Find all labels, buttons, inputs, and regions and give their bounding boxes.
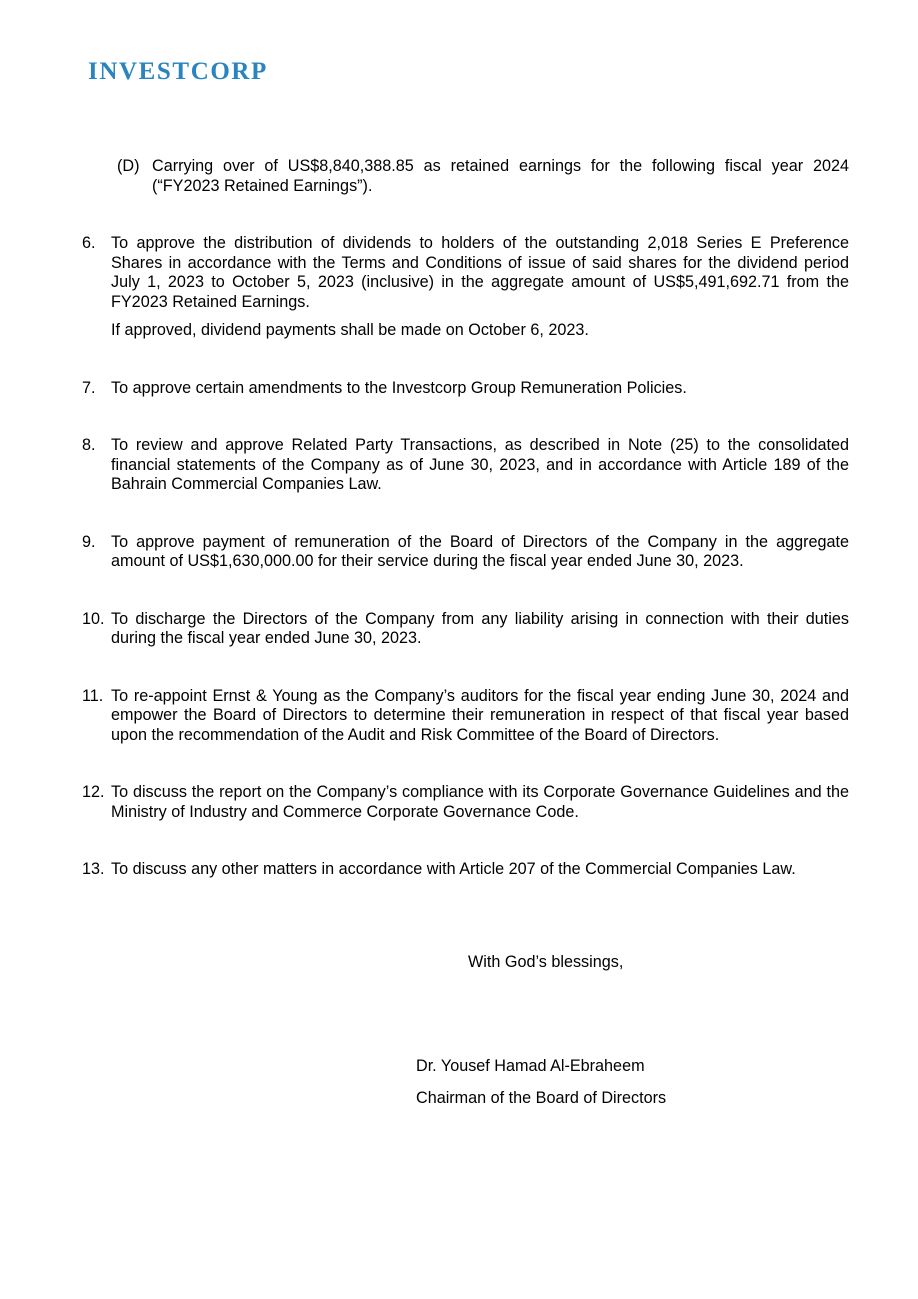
- list-item-6: [82, 234, 849, 341]
- item-text: To approve the distribution of dividends to holders of the outstanding 2,018 Series E Preference Shares in accordance with the Terms and Conditions of issue of said shares for the dividend period July 1, 2023 to October 5, 2023 (inclusive) in the aggregate amount of US$5,491,692.71 from the FY2023 Retained Earnings.: [111, 234, 849, 311]
- list-item-10: [82, 610, 849, 649]
- list-item-11: [82, 687, 849, 746]
- item-followup-text: If approved, dividend payments shall be made on October 6, 2023.: [111, 321, 589, 339]
- resolutions-list: [82, 157, 849, 880]
- sub-item-d: [117, 157, 849, 196]
- item-number: 10.: [82, 609, 105, 628]
- item-number: 13.: [82, 860, 105, 878]
- list-item-7: [82, 379, 849, 399]
- list-item-9: [82, 533, 849, 572]
- sub-item-text: Carrying over of US$8,840,388.85 as retained earnings for the following fiscal year 2024 (“FY2023 Retained Earnings”).: [152, 157, 849, 195]
- item-text: To discuss the report on the Company’s compliance with its Corporate Governance Guidelines and the Ministry of Industry and Commerce Corporate Governance Code.: [111, 783, 849, 821]
- signature-block: [416, 1050, 666, 1114]
- item-number: 6.: [82, 234, 96, 252]
- list-item-12: [82, 783, 849, 822]
- closing-blessing: With God’s blessings,: [468, 953, 624, 971]
- item-text: To review and approve Related Party Transactions, as described in Note (25) to the consolidated financial statements of the Company as of June 30, 2023, and in accordance with Article 189 of the Bahrain Commercial Companies Law.: [111, 436, 849, 493]
- investcorp-logo: INVESTCORP: [88, 58, 268, 85]
- signatory-title: Chairman of the Board of Directors: [416, 1089, 667, 1107]
- sub-item-marker: (D): [117, 157, 140, 175]
- item-text: To discharge the Directors of the Company from any liability arising in connection with their duties during the fiscal year ended June 30, 2023.: [111, 609, 849, 647]
- list-item-8: [82, 436, 849, 495]
- item-text: To approve payment of remuneration of the Board of Directors of the Company in the aggregate amount of US$1,630,000.00 for their service during the fiscal year ended June 30, 2023.: [111, 532, 849, 570]
- item-text: To discuss any other matters in accordance with Article 207 of the Commercial Companies Law.: [111, 860, 796, 878]
- item-number: 7.: [82, 378, 96, 397]
- list-item-13: [82, 860, 849, 880]
- item-number: 8.: [82, 436, 96, 454]
- item-number: 11.: [82, 686, 104, 705]
- item-number: 12.: [82, 783, 105, 801]
- item-text: To approve certain amendments to the Investcorp Group Remuneration Policies.: [111, 378, 687, 397]
- signatory-name: Dr. Yousef Hamad Al-Ebraheem: [416, 1057, 645, 1075]
- item-text: To re-appoint Ernst & Young as the Company’s auditors for the fiscal year ending June 30, 2024 and empower the Board of Directors to determine their remuneration in respect of that fiscal year based upon the recommendation of the Audit and Risk Committee of the Board of Directors.: [111, 686, 849, 744]
- item-number: 9.: [82, 532, 96, 551]
